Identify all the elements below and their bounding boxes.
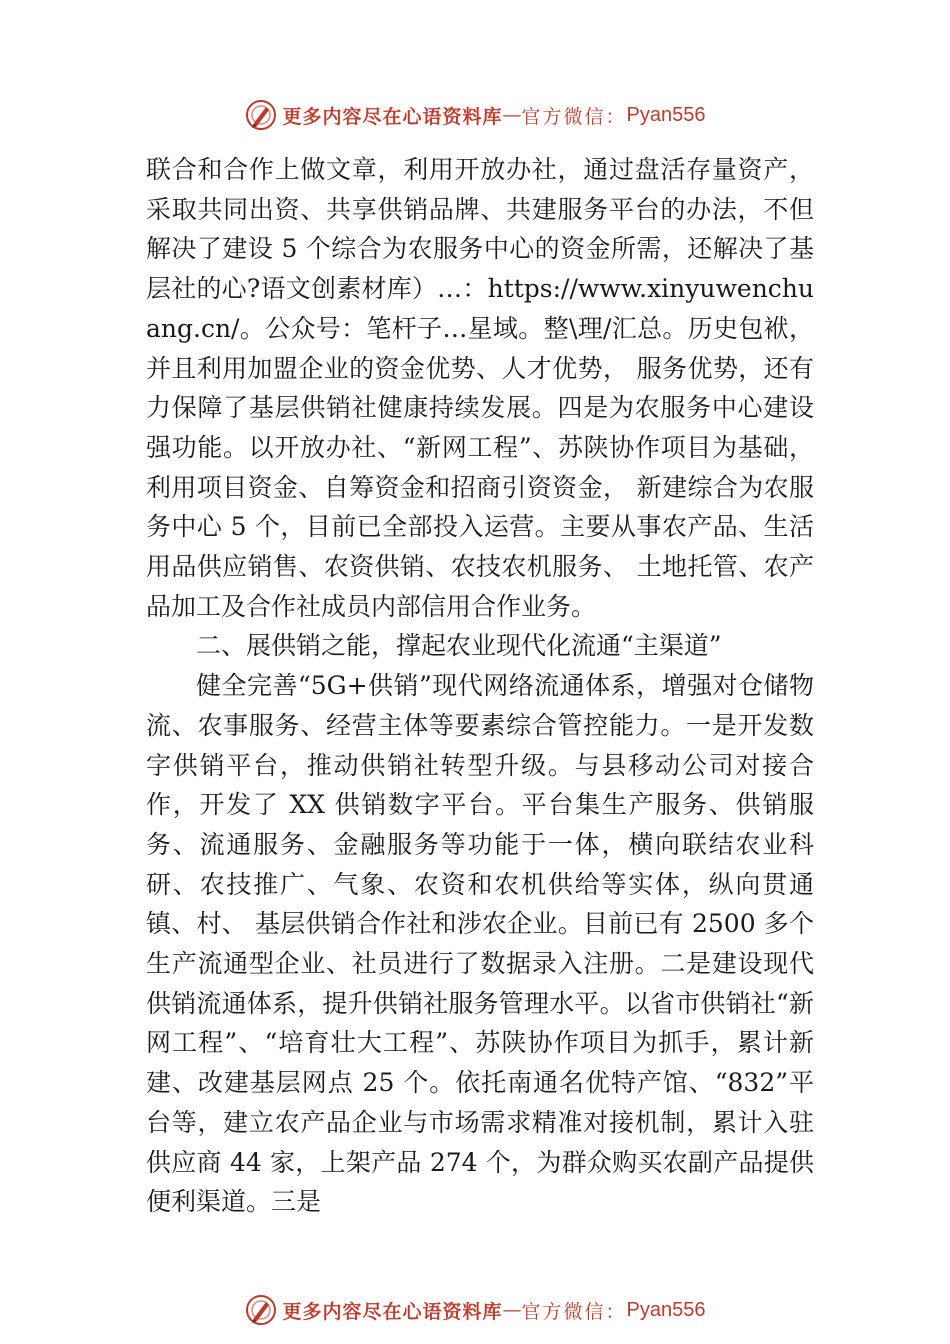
footer-watermark-banner <box>0 1290 950 1330</box>
body-paragraph-1: 联合和合作上做文章，利用开放办社，通过盘活存量资产，采取共同出资、共享供销品牌、共建服务平台的办法，不但解决了建设 5 个综合为农服务中心的资金所需，还解决了基层社的心?语文创素材库）…：https://www.xinyuwenchuang.cn/。公众号：笔杆子…星域。整\理/汇总。历史包袱，并且利用加盟企业的资金优势、人才优势， 服务优势，还有力保障了基层供销社健康持续发展。四是为农服务中心建设强功能。以开放办社、“新网工程”、苏陕协作项目为基础，利用项目资金、自筹资金和招商引资资金， 新建综合为农服务中心 5 个，目前已全部投入运营。主要从事农产品、生活用品供应销售、农资供销、农技农机服务、 土地托管、农产品加工及合作社成员内部信用合作业务。 <box>146 155 814 621</box>
body-paragraph-2: 健全完善“5G+供销”现代网络流通体系，增强对仓储物流、农事服务、经营主体等要素综合管控能力。一是开发数字供销平台，推动供销社转型升级。与县移动公司对接合作，开发了 XX 供销数字平台。平台集生产服务、供销服务、流通服务、金融服务等功能于一体，横向联结农业科研、农技推广、气象、农资和农机供给等实体，纵向贯通镇、村、 基层供销合作社和涉农企业。目前已有 2500 多个生产流通型企业、社员进行了数据录入注册。二是建设现代供销流通体系，提升供销社服务管理水平。以省市供销社“新网工程”、“培育壮大工程”、苏陕协作项目为抓手，累计新建、改建基层网点 25 个。依托南通名优特产馆、“832”平台等，建立农产品企业与市场需求精准对接机制，累计入驻供应商 44 家，上架产品 274 个，为群众购买农副产品提供便利渠道。三是 <box>146 671 814 1217</box>
document-body <box>146 150 814 1222</box>
section-heading: 二、展供销之能，撑起农业现代化流通“主渠道” <box>196 631 722 661</box>
footer-brand-text: 更多内容尽在心语资料库 <box>282 1300 503 1323</box>
header-wechat-id: Pyan556 <box>626 103 706 126</box>
footer-separator: — <box>502 1299 522 1321</box>
header-wechat-label: 官方微信： <box>521 105 627 128</box>
header-brand-text: 更多内容尽在心语资料库 <box>282 105 503 128</box>
footer-wechat-label: 官方微信： <box>521 1300 627 1323</box>
header-watermark-banner <box>0 95 950 135</box>
pen-nib-icon <box>245 99 277 131</box>
pen-nib-icon <box>245 1294 277 1326</box>
header-separator: — <box>502 104 522 126</box>
footer-wechat-id: Pyan556 <box>626 1298 706 1321</box>
